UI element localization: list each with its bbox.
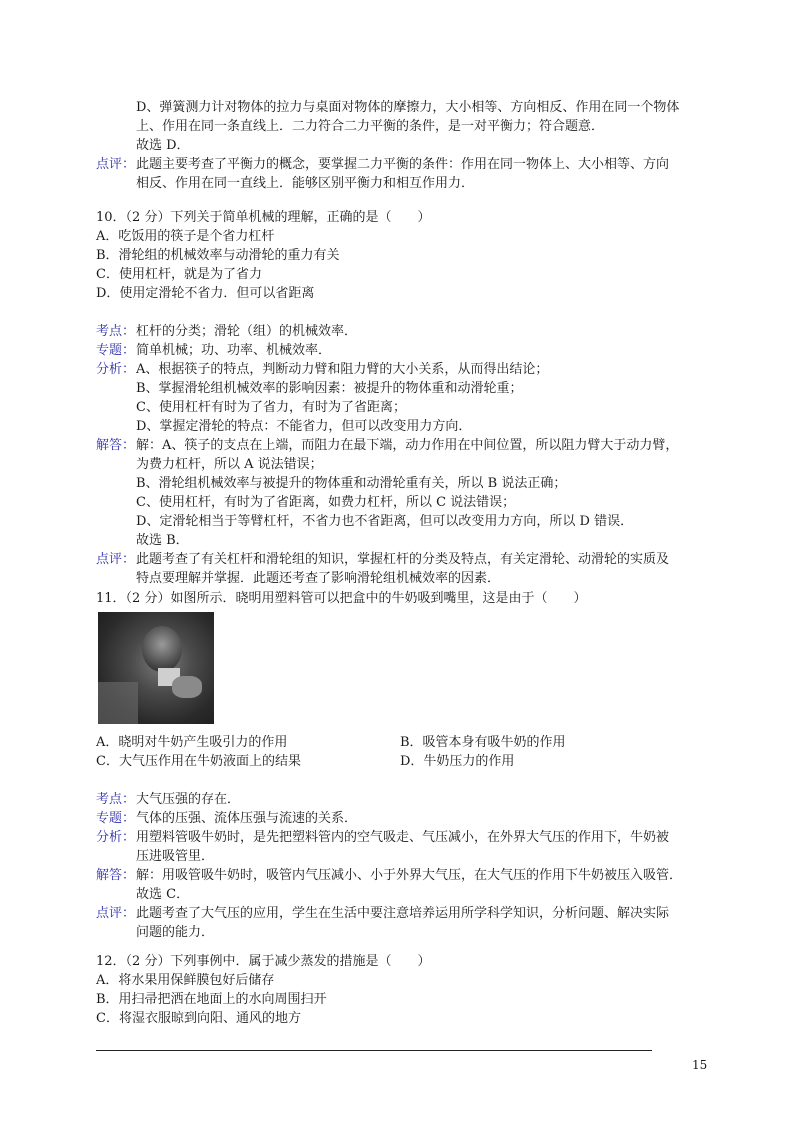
q12-stem: 12．（2 分）下列事例中．属于减少蒸发的措施是（ ） bbox=[96, 954, 431, 969]
text-line: 解：用吸管吸牛奶时，吸管内气压减小、小于外界大气压，在大气压的作用下牛奶被压入吸管． bbox=[136, 868, 683, 883]
q11-option-d: D．牛奶压力的作用 bbox=[400, 754, 515, 769]
text-line: 特点要理解并掌握．此题还考查了影响滑轮组机械效率的因素． bbox=[136, 571, 501, 586]
q11-kaodian: 大气压强的存在． bbox=[136, 792, 241, 807]
q11-fenxi-label: 分析： bbox=[96, 830, 136, 845]
q10-jieda bbox=[136, 436, 716, 550]
text-line: C、使用杠杆有时为了省力，有时为了省距离； bbox=[136, 400, 406, 415]
text-line: B、掌握滑轮组机械效率的影响因素：被提升的物体重和动滑轮重； bbox=[136, 381, 523, 396]
top-analysis bbox=[136, 98, 716, 155]
q12-option-b: B．用扫帚把洒在地面上的水向周围扫开 bbox=[96, 992, 327, 1007]
q10-option-b: B．滑轮组的机械效率与动滑轮的重力有关 bbox=[96, 248, 340, 263]
text-line: 压进吸管里． bbox=[136, 849, 215, 864]
q10-fenxi-label: 分析： bbox=[96, 362, 136, 377]
q10-fenxi bbox=[136, 360, 716, 436]
q11-dianping-label: 点评： bbox=[96, 906, 136, 921]
q10-option-c: C．使用杠杆，就是为了省力 bbox=[96, 267, 262, 282]
text-line: C、使用杠杆，有时为了省距离，如费力杠杆，所以 C 说法错误； bbox=[136, 495, 516, 510]
q11-option-c: C．大气压作用在牛奶液面上的结果 bbox=[96, 754, 301, 769]
text-line: 此题主要考查了平衡力的概念，要掌握二力平衡的条件：作用在同一物体上、大小相等、方向 bbox=[136, 157, 670, 172]
q11-zhuanti-label: 专题： bbox=[96, 811, 136, 826]
text-line: D、定滑轮相当于等臂杠杆，不省力也不省距离，但可以改变用力方向，所以 D 错误． bbox=[136, 514, 634, 529]
text-line: 此题考查了有关杠杆和滑轮组的知识，掌握杠杆的分类及特点，有关定滑轮、动滑轮的实质及 bbox=[136, 552, 670, 567]
q10-jieda-label: 解答： bbox=[96, 438, 136, 453]
q11-zhuanti: 气体的压强、流体压强与流速的关系． bbox=[136, 811, 358, 826]
text-line: 用塑料管吸牛奶时，是先把塑料管内的空气吸走、气压减小，在外界大气压的作用下，牛奶被 bbox=[136, 830, 670, 845]
text-line: 问题的能力． bbox=[136, 925, 215, 940]
text-line: 故选 B． bbox=[136, 533, 189, 548]
q11-stem: 11．（2 分）如图所示．晓明用塑料管可以把盒中的牛奶吸到嘴里，这是由于（ ） bbox=[96, 591, 587, 606]
q10-kaodian-label: 考点： bbox=[96, 324, 136, 339]
q12-option-a: A．将水果用保鲜膜包好后储存 bbox=[96, 973, 275, 988]
text-line: 相反、作用在同一直线上．能够区别平衡力和相互作用力． bbox=[136, 176, 475, 191]
q10-zhuanti: 简单机械；功、功率、机械效率． bbox=[136, 343, 332, 358]
page-number: 15 bbox=[692, 1058, 708, 1072]
text-line: A、根据筷子的特点，判断动力臂和阻力臂的大小关系，从而得出结论； bbox=[136, 362, 549, 377]
q11-fenxi bbox=[136, 828, 716, 866]
top-review bbox=[136, 155, 716, 193]
photo-face bbox=[142, 626, 182, 672]
q10-kaodian: 杠杆的分类；滑轮（组）的机械效率． bbox=[136, 324, 358, 339]
q10-zhuanti-label: 专题： bbox=[96, 343, 136, 358]
q10-stem: 10．（2 分）下列关于简单机械的理解，正确的是（ ） bbox=[96, 210, 431, 225]
text-line: B、滑轮组机械效率与被提升的物体重和动滑轮重有关，所以 B 说法正确； bbox=[136, 476, 567, 491]
q11-kaodian-label: 考点： bbox=[96, 792, 136, 807]
q10-dianping-label: 点评： bbox=[96, 552, 136, 567]
text-line: 故选 C． bbox=[136, 887, 190, 902]
q11-option-b: B．吸管本身有吸牛奶的作用 bbox=[400, 735, 566, 750]
q10-option-a: A．吃饭用的筷子是个省力杠杆 bbox=[96, 229, 275, 244]
footer-rule bbox=[96, 1050, 652, 1051]
q11-option-a: A．晓明对牛奶产生吸引力的作用 bbox=[96, 735, 288, 750]
q10-option-d: D．使用定滑轮不省力．但可以省距离 bbox=[96, 286, 315, 301]
photo-shadow bbox=[98, 682, 138, 724]
photo-hand bbox=[172, 676, 202, 698]
q12-option-c: C．将湿衣服晾到向阳、通风的地方 bbox=[96, 1011, 301, 1026]
q11-jieda bbox=[136, 866, 716, 904]
review-label: 点评： bbox=[96, 157, 136, 172]
q10-dianping bbox=[136, 550, 716, 588]
text-line: 为费力杠杆，所以 A 说法错误； bbox=[136, 457, 323, 472]
text-line: D、弹簧测力计对物体的拉力与桌面对物体的摩擦力，大小相等、方向相反、作用在同一个物体 bbox=[136, 100, 680, 115]
text-line: D、掌握定滑轮的特点：不能省力，但可以改变用力方向． bbox=[136, 419, 472, 434]
text-line: 解：A、筷子的支点在上端，而阻力在最下端，动力作用在中间位置，所以阻力臂大于动力臂， bbox=[136, 438, 679, 453]
q11-dianping bbox=[136, 904, 716, 942]
drinking-milk-photo bbox=[98, 612, 214, 724]
text-line: 上、作用在同一条直线上．二力符合二力平衡的条件，是一对平衡力；符合题意． bbox=[136, 119, 605, 134]
text-line: 故选 D． bbox=[136, 138, 190, 153]
text-line: 此题考查了大气压的应用，学生在生活中要注意培养运用所学科学知识，分析问题、解决实际 bbox=[136, 906, 670, 921]
q11-jieda-label: 解答： bbox=[96, 868, 136, 883]
